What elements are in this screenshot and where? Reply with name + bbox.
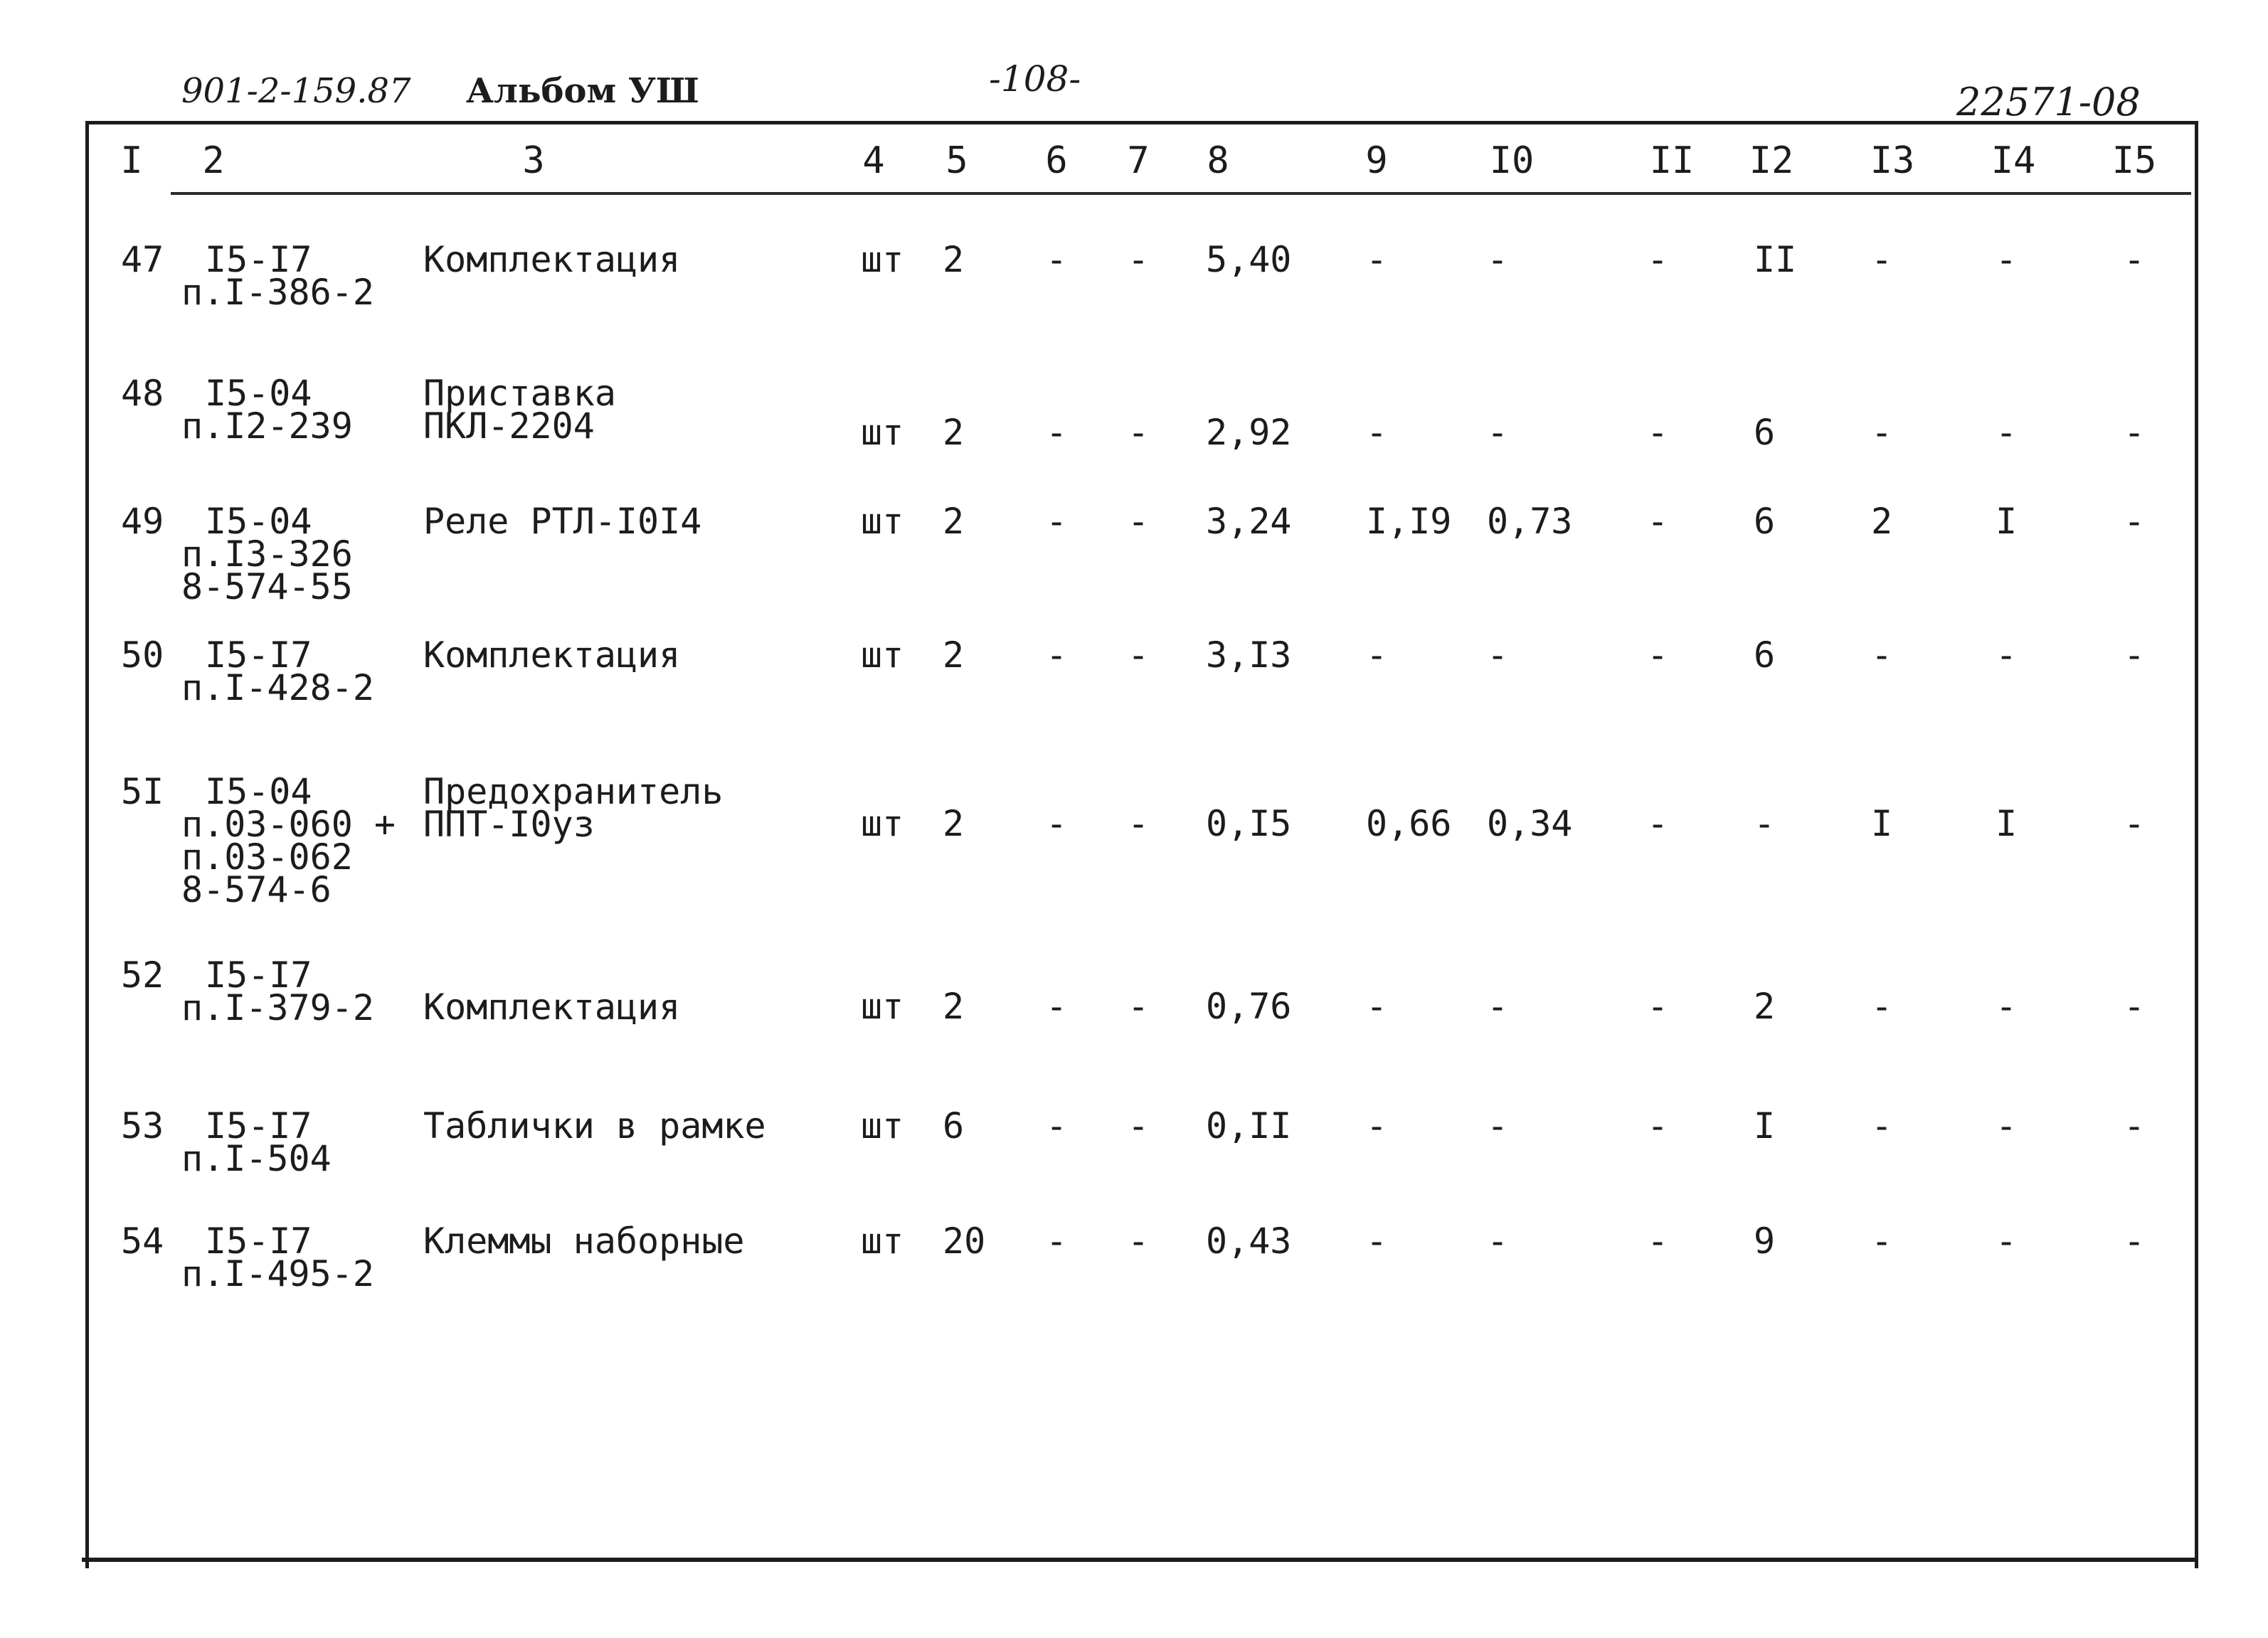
col12-cell: I (1754, 1105, 1776, 1147)
col7-cell: - (1127, 803, 1150, 844)
col8-cell: 5,40 (1206, 239, 1292, 280)
col12-cell: II (1754, 239, 1797, 280)
col14-cell: - (1996, 239, 2018, 280)
item-name: Реле РТЛ-I0I4 (423, 501, 702, 542)
col12-cell: 9 (1754, 1220, 1776, 1262)
item-code: п.I-428-2 (181, 667, 374, 708)
item-code: п.I-495-2 (181, 1253, 374, 1294)
bottom-rule (82, 1558, 2198, 1562)
column-header: I (120, 139, 143, 182)
col7-cell: - (1127, 501, 1150, 542)
column-header: I0 (1489, 139, 1535, 182)
col11-cell: - (1646, 986, 1669, 1027)
row-number: 50 (121, 634, 164, 676)
col14-cell: - (1996, 1105, 2018, 1147)
row-number: 54 (121, 1220, 164, 1262)
row-number: 53 (121, 1105, 164, 1147)
item-code: I5-I7 (205, 1220, 312, 1262)
col13-cell: - (1871, 239, 1893, 280)
col9-cell: 0,66 (1366, 803, 1452, 844)
row-number: 49 (121, 501, 164, 542)
unit-cell: шт (861, 986, 904, 1027)
col10-cell: - (1487, 239, 1509, 280)
column-header: 3 (522, 139, 545, 182)
document-number: 22571-08 (1956, 80, 2141, 124)
item-name: Комплектация (423, 634, 681, 676)
unit-cell: шт (861, 1220, 904, 1262)
item-code: п.03-062 (181, 836, 353, 878)
col7-cell: - (1127, 239, 1150, 280)
col11-cell: - (1646, 634, 1669, 676)
col14-cell: - (1996, 412, 2018, 453)
unit-cell: шт (861, 412, 904, 453)
col6-cell: - (1045, 1220, 1068, 1262)
col6-cell: - (1045, 803, 1068, 844)
unit-cell: шт (861, 803, 904, 844)
col14-cell: - (1996, 986, 2018, 1027)
item-code: п.I3-326 (181, 533, 353, 575)
header-rule (171, 192, 2191, 195)
item-code: I5-I7 (205, 239, 312, 280)
col10-cell: - (1487, 412, 1509, 453)
col9-cell: - (1366, 1220, 1388, 1262)
col12-cell: 6 (1754, 412, 1776, 453)
column-header: 4 (862, 139, 885, 182)
col7-cell: - (1127, 986, 1150, 1027)
item-name: ПКЛ-2204 (423, 405, 595, 447)
col7-cell: - (1127, 634, 1150, 676)
qty-cell: 2 (943, 986, 965, 1027)
item-code: I5-I7 (205, 1105, 312, 1147)
col13-cell: I (1871, 803, 1893, 844)
item-code: п.I-379-2 (181, 987, 374, 1028)
col11-cell: - (1646, 1220, 1669, 1262)
col15-cell: - (2123, 803, 2146, 844)
col12-cell: 2 (1754, 986, 1776, 1027)
column-header: I5 (2111, 139, 2157, 182)
col11-cell: - (1646, 803, 1669, 844)
col12-cell: 6 (1754, 634, 1776, 676)
col15-cell: - (2123, 634, 2146, 676)
col8-cell: 0,II (1206, 1105, 1292, 1147)
col6-cell: - (1045, 1105, 1068, 1147)
qty-cell: 2 (943, 412, 965, 453)
column-header: 8 (1207, 139, 1229, 182)
qty-cell: 2 (943, 239, 965, 280)
item-code: I5-I7 (205, 634, 312, 676)
qty-cell: 2 (943, 501, 965, 542)
item-name: ППТ-I0уз (423, 804, 595, 845)
col9-cell: I,I9 (1366, 501, 1452, 542)
col9-cell: - (1366, 412, 1388, 453)
col8-cell: 2,92 (1206, 412, 1292, 453)
col6-cell: - (1045, 239, 1068, 280)
col12-cell: - (1754, 803, 1776, 844)
qty-cell: 6 (943, 1105, 965, 1147)
col13-cell: 2 (1871, 501, 1893, 542)
qty-cell: 2 (943, 634, 965, 676)
column-header: 9 (1365, 139, 1388, 182)
col15-cell: - (2123, 239, 2146, 280)
album-label: Альбом УШ (466, 71, 699, 111)
item-name: Комплектация (423, 986, 681, 1028)
col7-cell: - (1127, 1105, 1150, 1147)
col9-cell: - (1366, 1105, 1388, 1147)
col6-cell: - (1045, 412, 1068, 453)
col15-cell: - (2123, 501, 2146, 542)
col10-cell: - (1487, 634, 1509, 676)
item-code: п.I2-239 (181, 405, 353, 447)
row-number: 48 (121, 373, 164, 414)
col8-cell: 3,I3 (1206, 634, 1292, 676)
item-code: I5-I7 (205, 954, 312, 996)
col10-cell: 0,34 (1487, 803, 1573, 844)
col11-cell: - (1646, 501, 1669, 542)
row-number: 5I (121, 771, 164, 812)
col8-cell: 0,I5 (1206, 803, 1292, 844)
unit-cell: шт (861, 1105, 904, 1147)
col10-cell: - (1487, 986, 1509, 1027)
column-header: I3 (1870, 139, 1915, 182)
page-number: -108- (989, 58, 1081, 100)
item-name: Комплектация (423, 239, 681, 280)
column-header: 6 (1045, 139, 1068, 182)
item-code: 8-574-6 (181, 869, 332, 910)
qty-cell: 20 (943, 1220, 986, 1262)
col14-cell: I (1996, 803, 2018, 844)
col15-cell: - (2123, 412, 2146, 453)
col11-cell: - (1646, 1105, 1669, 1147)
col7-cell: - (1127, 412, 1150, 453)
col11-cell: - (1646, 239, 1669, 280)
item-name: Клеммы наборные (423, 1220, 745, 1262)
col13-cell: - (1871, 634, 1893, 676)
col8-cell: 0,43 (1206, 1220, 1292, 1262)
column-header: 2 (202, 139, 225, 182)
col8-cell: 0,76 (1206, 986, 1292, 1027)
col15-cell: - (2123, 1105, 2146, 1147)
col6-cell: - (1045, 986, 1068, 1027)
column-header: I2 (1749, 139, 1794, 182)
col10-cell: - (1487, 1220, 1509, 1262)
column-header: 7 (1127, 139, 1150, 182)
document-code: 901-2-159.87 (181, 71, 411, 111)
item-code: I5-04 (205, 373, 312, 414)
col9-cell: - (1366, 634, 1388, 676)
col13-cell: - (1871, 986, 1893, 1027)
item-code: I5-04 (205, 501, 312, 542)
column-header: 5 (945, 139, 968, 182)
col14-cell: I (1996, 501, 2018, 542)
item-code: 8-574-55 (181, 566, 353, 607)
item-name: Предохранитель (423, 771, 724, 812)
col8-cell: 3,24 (1206, 501, 1292, 542)
unit-cell: шт (861, 239, 904, 280)
col15-cell: - (2123, 986, 2146, 1027)
col9-cell: - (1366, 986, 1388, 1027)
col7-cell: - (1127, 1220, 1150, 1262)
item-code: п.I-504 (181, 1138, 332, 1179)
qty-cell: 2 (943, 803, 965, 844)
row-number: 47 (121, 239, 164, 280)
unit-cell: шт (861, 501, 904, 542)
item-name: Таблички в рамке (423, 1105, 766, 1147)
item-name: Приставка (423, 373, 616, 414)
column-header: II (1649, 139, 1695, 182)
col15-cell: - (2123, 1220, 2146, 1262)
col10-cell: 0,73 (1487, 501, 1573, 542)
col13-cell: - (1871, 1105, 1893, 1147)
unit-cell: шт (861, 634, 904, 676)
col14-cell: - (1996, 634, 2018, 676)
col6-cell: - (1045, 634, 1068, 676)
col13-cell: - (1871, 412, 1893, 453)
item-code: I5-04 (205, 771, 312, 812)
col9-cell: - (1366, 239, 1388, 280)
col6-cell: - (1045, 501, 1068, 542)
col12-cell: 6 (1754, 501, 1776, 542)
row-number: 52 (121, 954, 164, 996)
col10-cell: - (1487, 1105, 1509, 1147)
item-code: п.03-060 + (181, 804, 396, 845)
table-frame (85, 121, 2198, 1568)
col13-cell: - (1871, 1220, 1893, 1262)
column-header: I4 (1991, 139, 2036, 182)
item-code: п.I-386-2 (181, 272, 374, 313)
col14-cell: - (1996, 1220, 2018, 1262)
col11-cell: - (1646, 412, 1669, 453)
